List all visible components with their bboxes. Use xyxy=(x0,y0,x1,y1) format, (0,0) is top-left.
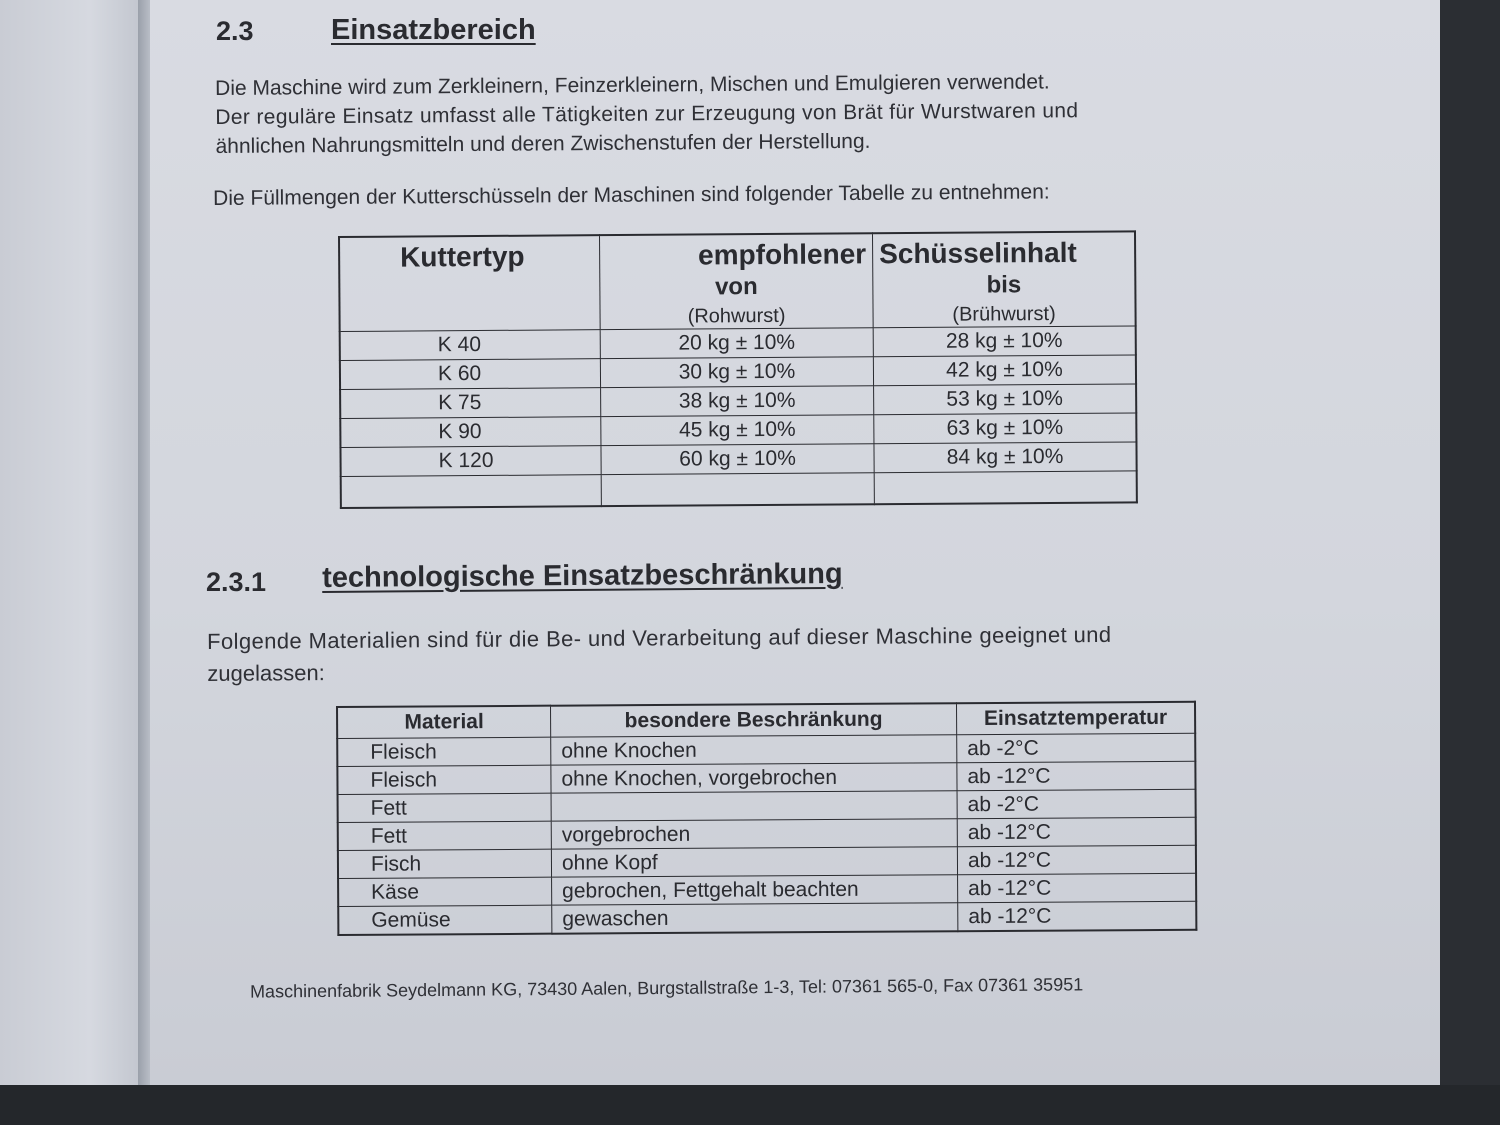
materials-line-1: Folgende Materialien sind für die Be- und Verarbeitung auf dieser Maschine geeignet und xyxy=(207,621,1112,654)
cell-von: 30 kg ± 10% xyxy=(600,357,873,388)
cell-von xyxy=(601,473,874,506)
intro-line-3: ähnlichen Nahrungsmitteln und deren Zwischenstufen der Herstellung. xyxy=(215,129,871,158)
cell-restriction: ohne Kopf xyxy=(551,847,957,877)
cell-material: Gemüse xyxy=(338,905,552,935)
table-header-row xyxy=(337,702,1195,739)
cell-von: 20 kg ± 10% xyxy=(600,328,873,359)
subsection-number: 2.3.1 xyxy=(206,567,267,597)
cell-bis: 28 kg ± 10% xyxy=(873,326,1136,357)
cell-bis: 84 kg ± 10% xyxy=(874,442,1137,473)
table-intro-paragraph: Die Füllmengen der Kutterschüsseln der Maschinen sind folgender Tabelle zu entnehmen: xyxy=(213,180,1050,210)
left-page-edge xyxy=(0,0,150,1095)
cell-type: K 120 xyxy=(340,446,601,477)
cell-material: Käse xyxy=(338,877,552,906)
materials-line-2: zugelassen: xyxy=(207,660,325,686)
cell-temperature: ab -12°C xyxy=(958,901,1197,931)
cell-material: Fleisch xyxy=(337,765,551,794)
intro-line-1: Die Maschine wird zum Zerkleinern, Feinzerkleinern, Mischen und Emulgieren verwendet. xyxy=(215,70,1050,100)
header-temperature: Einsatztemperatur xyxy=(956,702,1195,735)
header-material: Material xyxy=(337,706,551,739)
cell-temperature: ab -2°C xyxy=(957,789,1196,818)
header-von: empfohlener von (Rohwurst) xyxy=(600,233,874,329)
cell-restriction: vorgebrochen xyxy=(551,819,957,849)
background-shadow xyxy=(0,1085,1500,1125)
header-kuttertyp: Kuttertyp xyxy=(339,235,600,331)
intro-paragraph xyxy=(215,67,1079,161)
cell-type: K 90 xyxy=(340,417,601,448)
page-footer: Maschinenfabrik Seydelmann KG, 73430 Aalen, Burgstallstraße 1-3, Tel: 07361 565-0, Fax 07361 35951 xyxy=(249,974,1084,1002)
cell-type: K 75 xyxy=(340,388,601,419)
cell-temperature: ab -12°C xyxy=(958,873,1197,902)
cell-material: Fett xyxy=(338,793,552,822)
materials-paragraph xyxy=(207,619,1112,690)
cell-type xyxy=(341,475,602,508)
cell-restriction xyxy=(551,791,957,821)
cell-bis: 63 kg ± 10% xyxy=(874,413,1137,444)
cell-von: 45 kg ± 10% xyxy=(601,415,874,446)
cell-restriction: gewaschen xyxy=(552,903,958,934)
cell-temperature: ab -12°C xyxy=(957,845,1196,874)
cell-temperature: ab -12°C xyxy=(957,761,1196,790)
cell-type: K 40 xyxy=(340,330,601,361)
table-header-row xyxy=(339,231,1136,331)
cell-type: K 60 xyxy=(340,359,601,390)
header-bis: Schüsselinhalt bis (Brühwurst) xyxy=(872,231,1135,327)
subsection-title: technologische Einsatzbeschränkung xyxy=(322,557,843,594)
table-row xyxy=(338,901,1196,935)
cell-bis: 42 kg ± 10% xyxy=(873,355,1136,386)
cell-material: Fett xyxy=(338,821,552,850)
cell-material: Fisch xyxy=(338,849,552,878)
header-restriction: besondere Beschränkung xyxy=(551,703,957,737)
cell-restriction: gebrochen, Fettgehalt beachten xyxy=(552,875,958,905)
cell-bis xyxy=(874,471,1137,504)
cell-material: Fleisch xyxy=(337,737,551,766)
cell-bis: 53 kg ± 10% xyxy=(874,384,1137,415)
cell-restriction: ohne Knochen, vorgebrochen xyxy=(551,763,957,793)
cell-von: 60 kg ± 10% xyxy=(601,444,874,475)
section-number: 2.3 xyxy=(216,16,254,46)
table-row-empty xyxy=(341,471,1137,508)
cell-temperature: ab -12°C xyxy=(957,817,1196,846)
section-title: Einsatzbereich xyxy=(331,14,536,46)
cell-von: 38 kg ± 10% xyxy=(601,386,874,417)
intro-line-2: Der reguläre Einsatz umfasst alle Tätigkeiten zur Erzeugung von Brät für Wurstwaren und xyxy=(215,99,1079,129)
materials-table xyxy=(336,701,1197,936)
fill-quantity-table xyxy=(338,230,1138,509)
cell-restriction: ohne Knochen xyxy=(551,735,957,765)
cell-temperature: ab -2°C xyxy=(957,733,1196,762)
